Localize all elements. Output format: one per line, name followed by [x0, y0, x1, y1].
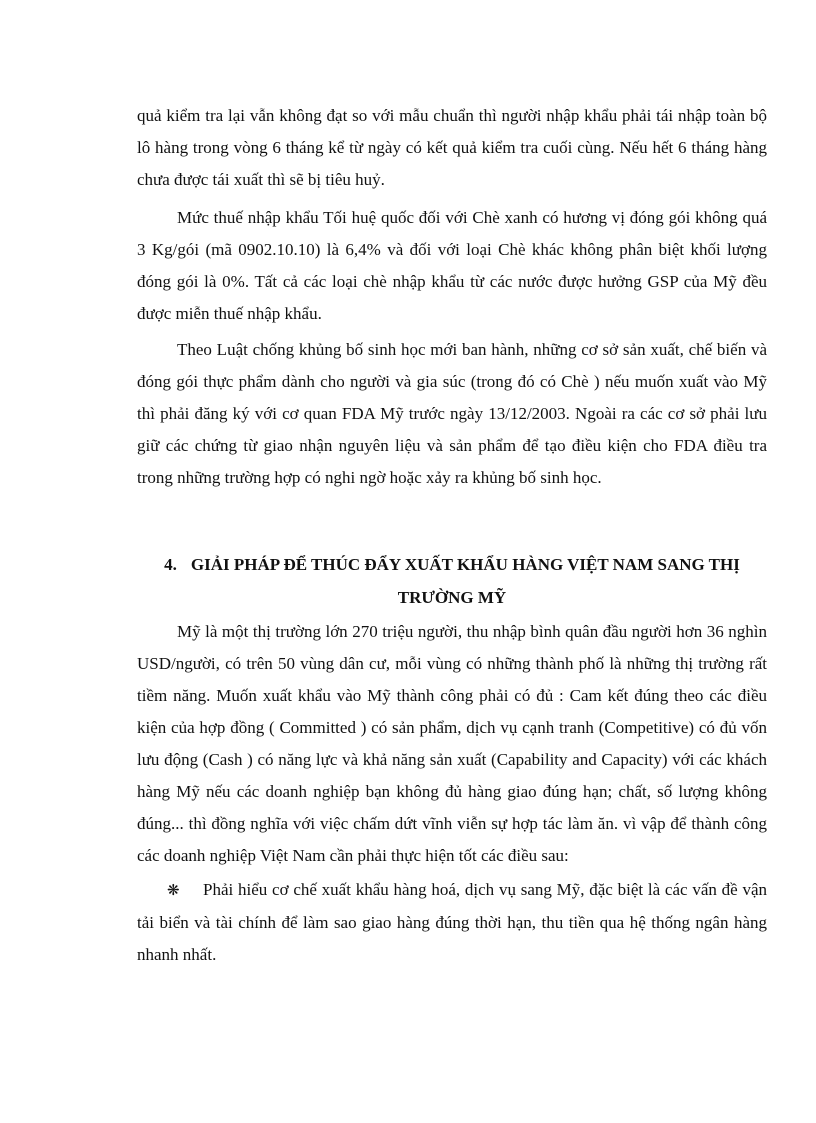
paragraph-bioterrorism-law: Theo Luật chống khủng bố sinh học mới ban hành, những cơ sở sản xuất, chế biến và đóng gói thực phẩm dành cho người và gia súc (trong đó có Chè ) nếu muốn xuất vào Mỹ thì phải đăng ký với cơ quan FDA Mỹ trước ngày 13/12/2003. Ngoài ra các cơ sở phải lưu giữ các chứng từ giao nhận nguyên liệu và sản phẩm để tạo điều kiện cho FDA điều tra trong những trường hợp có nghi ngờ hoặc xảy ra khủng bố sinh học. — [137, 340, 767, 487]
bullet-text: Phải hiểu cơ chế xuất khẩu hàng hoá, dịch vụ sang Mỹ, đặc biệt là các vấn đề vận tải biển và tài chính để làm sao giao hàng đúng thời hạn, thu tiền qua hệ thống ngân hàng nhanh nhất. — [137, 880, 767, 964]
bullet-icon: ❋ — [167, 883, 180, 899]
section-heading — [137, 548, 767, 614]
bullet-item — [137, 874, 767, 971]
document-page — [137, 100, 767, 971]
paragraph-import-tax: Mức thuế nhập khẩu Tối huệ quốc đối với Chè xanh có hương vị đóng gói không quá 3 Kg/gói (mã 0902.10.10) là 6,4% và đối với loại Chè khác không phân biệt khối lượng đóng gói là 0%. Tất cả các loại chè nhập khẩu từ các nước được hưởng GSP của Mỹ đều được miễn thuế nhập khẩu. — [137, 208, 767, 323]
section-title: GIẢI PHÁP ĐỂ THÚC ĐẨY XUẤT KHẨU HÀNG VIỆT NAM SANG THỊ TRƯỜNG MỸ — [190, 555, 740, 607]
section-number: 4. — [164, 555, 177, 574]
paragraph-inspection-result: quả kiểm tra lại vẫn không đạt so với mẫu chuẩn thì người nhập khẩu phải tái nhập toàn bộ lô hàng trong vòng 6 tháng kể từ ngày có kết quả kiểm tra cuối cùng. Nếu hết 6 tháng hàng chưa được tái xuất thì sẽ bị tiêu huỷ. — [137, 106, 767, 189]
paragraph-us-market: Mỹ là một thị trường lớn 270 triệu người, thu nhập bình quân đầu người hơn 36 nghìn USD/người, có trên 50 vùng dân cư, mỗi vùng có những thành phố là những thị trường rất tiềm năng. Muốn xuất khẩu vào Mỹ thành công phải có đủ : Cam kết đúng theo các điều kiện của hợp đồng ( Committed ) có sản phẩm, dịch vụ cạnh tranh (Competitive) có đủ vốn lưu động (Cash ) có năng lực và khả năng sản xuất (Capability and Capacity) với các khách hàng Mỹ nếu các doanh nghiệp bạn không đủ hàng giao đúng hạn; chất, số lượng không đúng... thì đồng nghĩa với việc chấm dứt vĩnh viễn sự hợp tác làm ăn. vì vập để thành công các doanh nghiệp Việt Nam cần phải thực hiện tốt các điều sau: — [137, 622, 767, 865]
